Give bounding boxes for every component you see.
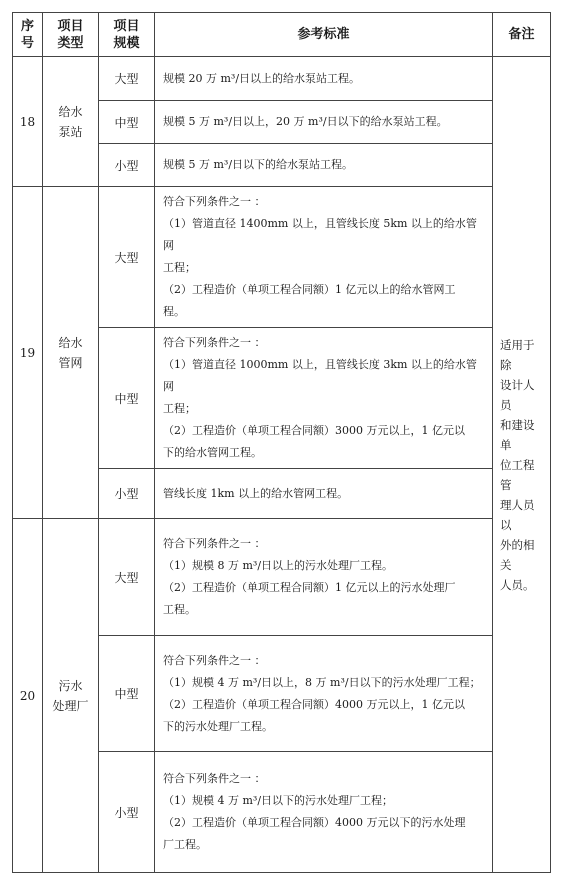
project-scale: 小型 <box>99 752 155 873</box>
project-scale: 小型 <box>99 144 155 187</box>
table-row <box>13 187 551 328</box>
project-type: 给水 泵站 <box>43 57 99 187</box>
standard-text: 规模 20 万 m³/日以上的给水泵站工程。 <box>155 57 493 101</box>
standard-text: 符合下列条件之一 ： （1）规模 4 万 m³/日以下的污水处理厂工程； （2）工程造价（单项工程合同额）4000 万元以下的污水处理 厂工程。 <box>155 752 493 873</box>
project-scale: 大型 <box>99 57 155 101</box>
standard-text: 符合下列条件之一 ： （1）管道直径 1000mm 以上，且管线长度 3km 以上的给水管网 工程； （2）工程造价（单项工程合同额）3000 万元以上，1 亿元以 下的给水管网工程。 <box>155 328 493 469</box>
standard-text: 规模 5 万 m³/日以下的给水泵站工程。 <box>155 144 493 187</box>
project-type: 给水 管网 <box>43 187 99 519</box>
project-scale: 中型 <box>99 328 155 469</box>
project-scale: 中型 <box>99 101 155 144</box>
standard-text: 符合下列条件之一 ： （1）管道直径 1400mm 以上，且管线长度 5km 以上的给水管网 工程； （2）工程造价（单项工程合同额）1 亿元以上的给水管网工 程。 <box>155 187 493 328</box>
header-type: 项目 类型 <box>43 13 99 57</box>
header-remark: 备注 <box>493 13 551 57</box>
project-scale: 大型 <box>99 519 155 636</box>
table-row <box>13 519 551 636</box>
header-no: 序 号 <box>13 13 43 57</box>
remark-text: 适用于除 设计人员 和建设单 位工程管 理人员以 外的相关 人员。 <box>493 57 551 873</box>
table-row <box>13 57 551 101</box>
row-number: 20 <box>13 519 43 873</box>
project-scale: 小型 <box>99 469 155 519</box>
standards-table <box>12 12 551 873</box>
standard-text: 符合下列条件之一 ： （1）规模 4 万 m³/日以上，8 万 m³/日以下的污水处理厂工程； （2）工程造价（单项工程合同额）4000 万元以上，1 亿元以 下的污水处理厂工程。 <box>155 636 493 752</box>
header-scale: 项目 规模 <box>99 13 155 57</box>
standard-text: 符合下列条件之一 ： （1）规模 8 万 m³/日以上的污水处理厂工程。 （2）工程造价（单项工程合同额）1 亿元以上的污水处理厂 工程。 <box>155 519 493 636</box>
project-scale: 中型 <box>99 636 155 752</box>
header-row <box>13 13 551 57</box>
row-number: 18 <box>13 57 43 187</box>
standard-text: 管线长度 1km 以上的给水管网工程。 <box>155 469 493 519</box>
header-standard: 参考标准 <box>155 13 493 57</box>
standard-text: 规模 5 万 m³/日以上，20 万 m³/日以下的给水泵站工程。 <box>155 101 493 144</box>
row-number: 19 <box>13 187 43 519</box>
project-scale: 大型 <box>99 187 155 328</box>
project-type: 污水 处理厂 <box>43 519 99 873</box>
